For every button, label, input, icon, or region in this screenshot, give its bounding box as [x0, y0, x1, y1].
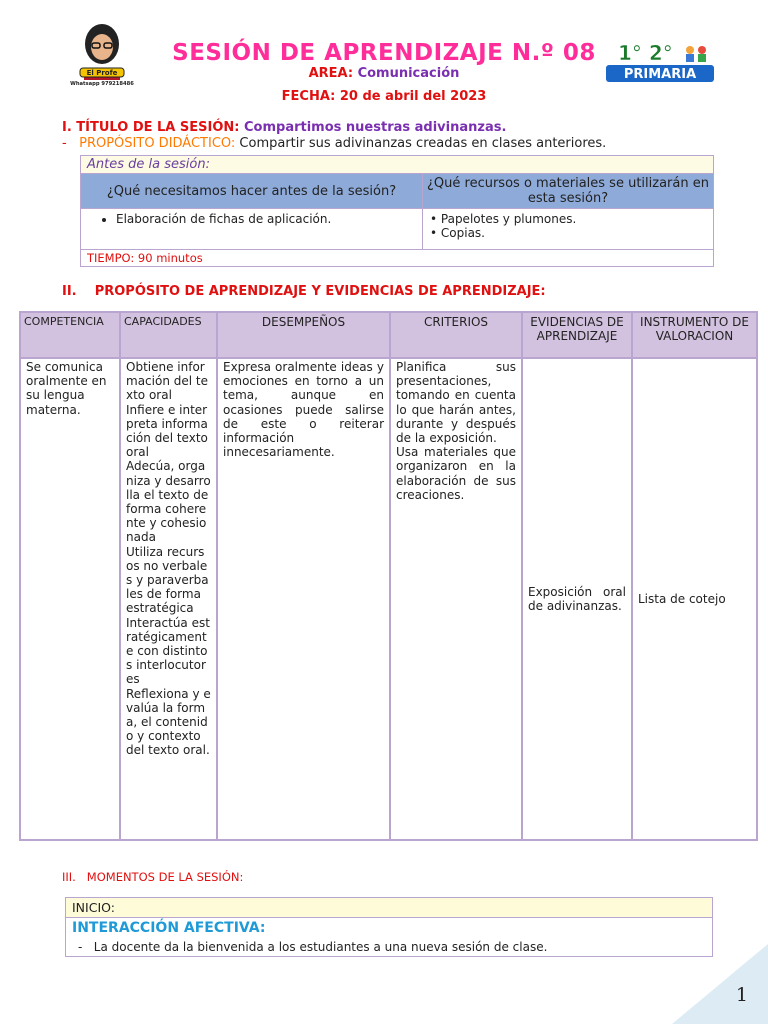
fecha-label: FECHA:: [281, 89, 336, 104]
antes-label: Antes de la sesión:: [81, 156, 714, 174]
area-line: [0, 66, 768, 81]
tiempo: TIEMPO: 90 minutos: [81, 250, 714, 267]
th-criterios: CRITERIOS: [390, 312, 522, 358]
list-item: [66, 938, 713, 957]
th-competencia: COMPETENCIA: [20, 312, 120, 358]
title-label: I. TÍTULO DE LA SESIÓN:: [62, 120, 240, 135]
inicio-label: INICIO:: [66, 898, 713, 918]
th-evidencias: EVIDENCIAS DE APRENDIZAJE: [522, 312, 632, 358]
desempenos-cell: Expresa oralmente ideas y emociones en torno a un tema, aunque en ocasiones puede salirse de este o reiterar información innecesariamente.: [217, 358, 390, 840]
evidencias-cell: Exposición oral de adivinanzas.: [522, 358, 632, 840]
instrumento-cell: Lista de cotejo: [632, 358, 757, 840]
svg-text:El Profe: El Profe: [86, 69, 118, 77]
fecha-line: [0, 89, 768, 104]
page-title: SESIÓN DE APRENDIZAJE N.º 08: [172, 40, 596, 66]
corner-decoration: [672, 944, 768, 1024]
section-3-heading: III. MOMENTOS DE LA SESIÓN:: [62, 870, 244, 884]
page-number: 1: [735, 984, 748, 1006]
list-item: • Papelotes y plumones.: [430, 212, 577, 226]
proposito-dash: -: [62, 136, 67, 151]
section-1-heading: [62, 120, 506, 135]
momentos-table: [65, 897, 713, 957]
proposito-label: PROPÓSITO DIDÁCTICO:: [79, 136, 236, 151]
area-label: AREA:: [308, 66, 354, 81]
item-text: La docente da la bienvenida a los estudiantes a una nueva sesión de clase.: [93, 940, 548, 954]
criterios-cell: Planifica sus presentaciones, tomando en cuenta lo que harán antes, durante y después de la exposición. Usa materiales que organizaron en la elaboración de sus creaciones.: [390, 358, 522, 840]
competencia-cell: Se comunica oralmente en su lengua materna.: [20, 358, 120, 840]
proposito-table: [19, 311, 758, 841]
antes-header-2: ¿Qué recursos o materiales se utilizarán en esta sesión?: [423, 174, 714, 209]
proposito-line: [62, 136, 606, 151]
area-value: Comunicación: [357, 66, 460, 81]
th-instrumento: INSTRUMENTO DE VALORACION: [632, 312, 757, 358]
antes-de-la-sesion-table: [80, 155, 714, 267]
col1-list: [82, 212, 421, 226]
svg-text:1° 2°: 1° 2°: [618, 41, 673, 65]
th-capacidades: CAPACIDADES: [120, 312, 217, 358]
session-title: Compartimos nuestras adivinanzas.: [244, 120, 507, 135]
capacidades-cell: Obtiene información del texto oral Infiere e interpreta información del texto oral Adecúa, organiza y desarrolla el texto de forma coherente y cohesionada Utiliza recursos no verbales y paraverbales de forma estratégica Interactúa estratégicamente con distintos interlocutores Reflexiona y evalúa la forma, el contenido y contexto del texto oral.: [120, 358, 217, 840]
col2-list: [424, 212, 712, 240]
antes-header-1: ¿Qué necesitamos hacer antes de la sesión?: [81, 174, 423, 209]
item-dash: -: [78, 940, 83, 954]
section-2-heading: II. PROPÓSITO DE APRENDIZAJE Y EVIDENCIAS DE APRENDIZAJE:: [62, 284, 546, 299]
th-desempenos: DESEMPEÑOS: [217, 312, 390, 358]
list-item: • Copias.: [430, 226, 485, 240]
proposito-value: Compartir sus adivinanzas creadas en clases anteriores.: [239, 136, 607, 151]
fecha-value: 20 de abril del 2023: [339, 89, 487, 104]
svg-text:Whatsapp 979218486: Whatsapp 979218486: [70, 81, 134, 87]
list-item: • Elaboración de fichas de aplicación.: [116, 212, 421, 226]
svg-text:PRIMARIA: PRIMARIA: [623, 67, 697, 82]
interaccion-afectiva: INTERACCIÓN AFECTIVA:: [66, 918, 713, 939]
